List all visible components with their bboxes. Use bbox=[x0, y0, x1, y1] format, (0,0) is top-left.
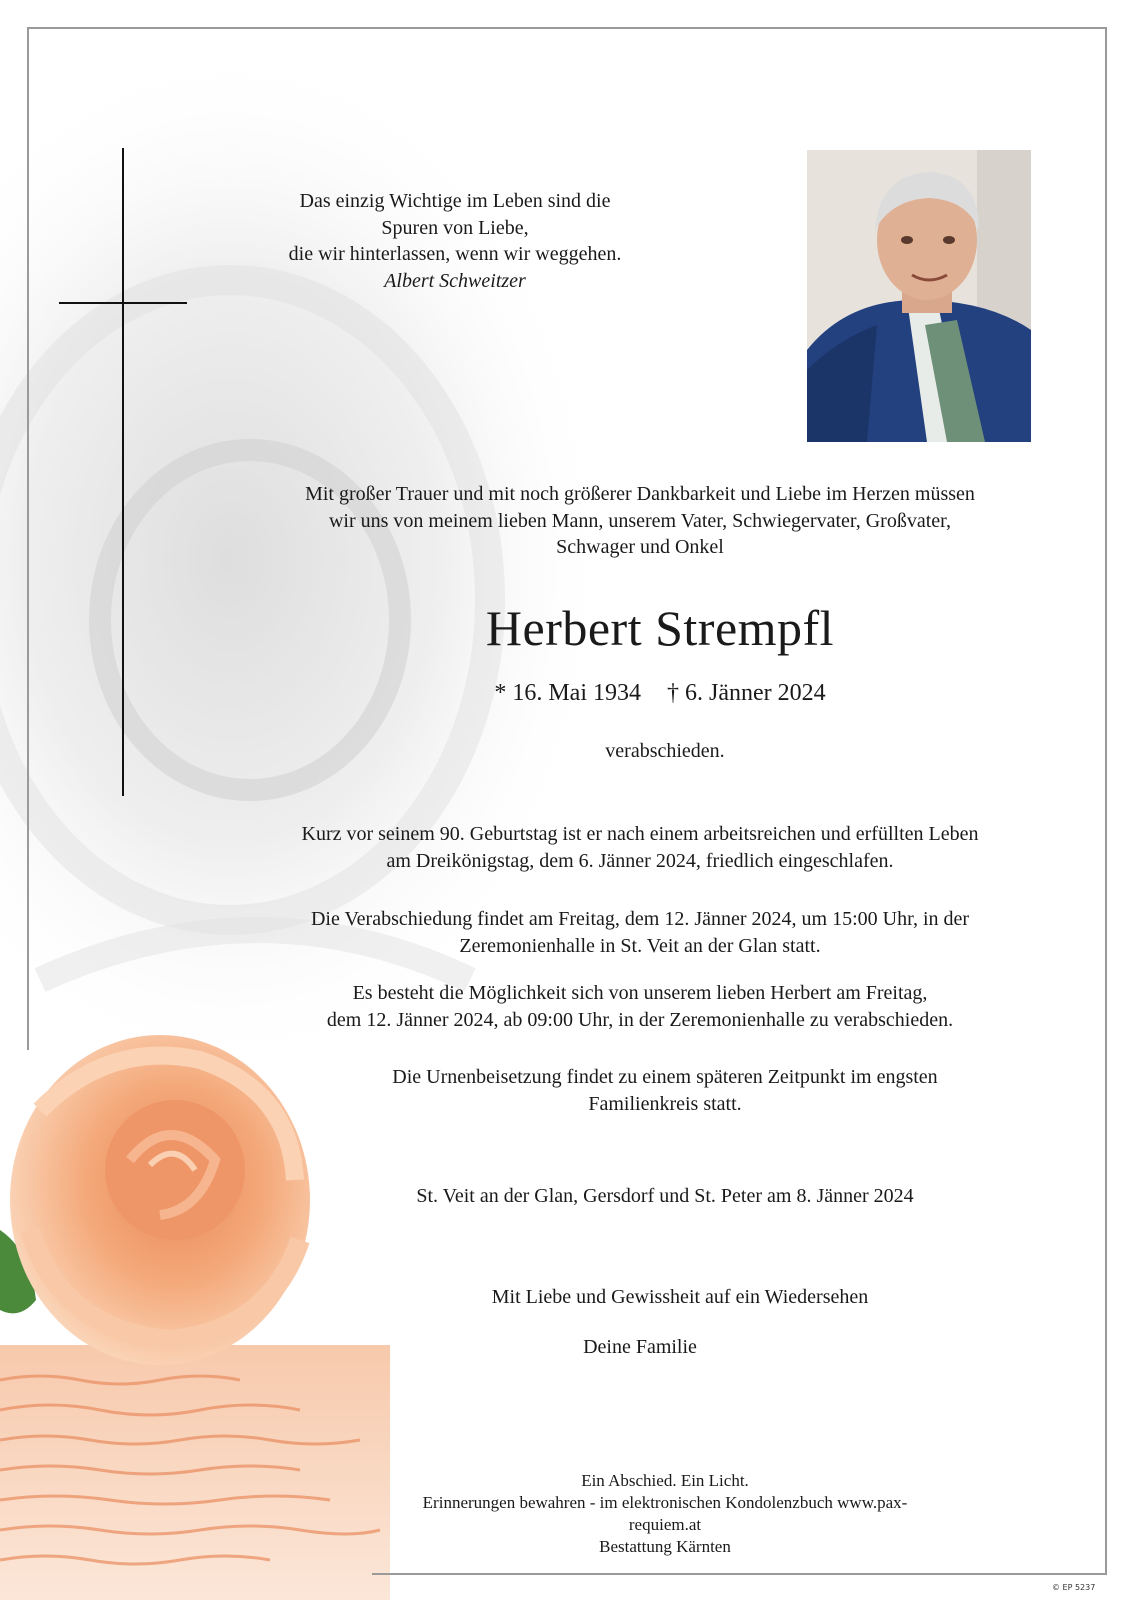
frame-bottom-line bbox=[372, 1573, 1107, 1575]
closing-line: Mit Liebe und Gewissheit auf ein Wiedersehen bbox=[491, 1286, 869, 1308]
frame-left-line bbox=[27, 27, 29, 1050]
paragraph-line: am Dreikönigstag, dem 6. Jänner 2024, friedlich eingeschlafen. bbox=[386, 849, 894, 872]
place-and-date: St. Veit an der Glan, Gersdorf und St. Peter am 8. Jänner 2024 bbox=[416, 1185, 914, 1207]
paragraph-line: Die Urnenbeisetzung findet zu einem späteren Zeitpunkt im engsten bbox=[392, 1066, 938, 1088]
farewell-word: verabschieden. bbox=[605, 740, 725, 762]
paragraph-line: Kurz vor seinem 90. Geburtstag ist er nach einem arbeitsreichen und erfüllten Leben bbox=[301, 823, 979, 845]
quote-line: Spuren von Liebe, bbox=[381, 216, 529, 239]
paragraph-ceremony bbox=[240, 906, 1040, 959]
cross-icon-vertical bbox=[122, 148, 124, 796]
paragraph-line: Die Verabschiedung findet am Freitag, dem 12. Jänner 2024, um 15:00 Uhr, in der bbox=[310, 908, 970, 930]
quote-line: die wir hinterlassen, wenn wir weggehen. bbox=[288, 243, 622, 265]
footer-line: Ein Abschied. Ein Licht. bbox=[581, 1471, 749, 1490]
deceased-name: Herbert Strempfl bbox=[485, 600, 835, 656]
intro-line: wir uns von meinem lieben Mann, unserem Vater, Schwiegervater, Großvater, bbox=[328, 509, 952, 532]
family-signature: Deine Familie bbox=[583, 1336, 697, 1358]
footer-note bbox=[380, 1470, 950, 1558]
intro-line: Schwager und Onkel bbox=[556, 536, 724, 558]
announcement-intro bbox=[240, 481, 1040, 561]
memorial-quote bbox=[240, 188, 670, 294]
paragraph-urn-burial bbox=[300, 1064, 1030, 1117]
frame-top-line bbox=[27, 27, 1107, 29]
quote-author: Albert Schweitzer bbox=[384, 269, 526, 292]
peach-rose bbox=[10, 1035, 310, 1365]
birth-date: * 16. Mai 1934 bbox=[494, 680, 642, 706]
quote-line: Das einzig Wichtige im Leben sind die bbox=[299, 190, 611, 212]
paragraph-line: Familienkreis statt. bbox=[588, 1092, 742, 1115]
frame-right-line bbox=[1105, 27, 1107, 1574]
template-code: © EP 5237 bbox=[1052, 1583, 1096, 1592]
footer-line: Bestattung Kärnten bbox=[599, 1537, 731, 1556]
paragraph-line: Es besteht die Möglichkeit sich von unserem lieben Herbert am Freitag, bbox=[352, 982, 928, 1004]
paragraph-line: Zeremonienhalle in St. Veit an der Glan statt. bbox=[459, 934, 821, 957]
cross-icon-horizontal bbox=[59, 302, 187, 304]
paragraph-line: dem 12. Jänner 2024, ab 09:00 Uhr, in der Zeremonienhalle zu verabschieden. bbox=[326, 1008, 954, 1031]
footer-line: Erinnerungen bewahren - im elektronischen Kondolenzbuch www.pax- bbox=[422, 1493, 908, 1512]
portrait-photo bbox=[807, 150, 1031, 442]
paragraph-passing bbox=[240, 821, 1040, 874]
paragraph-viewing bbox=[240, 980, 1040, 1033]
footer-line: requiem.at bbox=[628, 1515, 702, 1534]
intro-line: Mit großer Trauer und mit noch größerer Dankbarkeit und Liebe im Herzen müssen bbox=[305, 483, 975, 505]
death-date: † 6. Jänner 2024 bbox=[667, 680, 826, 706]
water-reflection bbox=[0, 1345, 390, 1600]
life-dates bbox=[340, 678, 980, 708]
